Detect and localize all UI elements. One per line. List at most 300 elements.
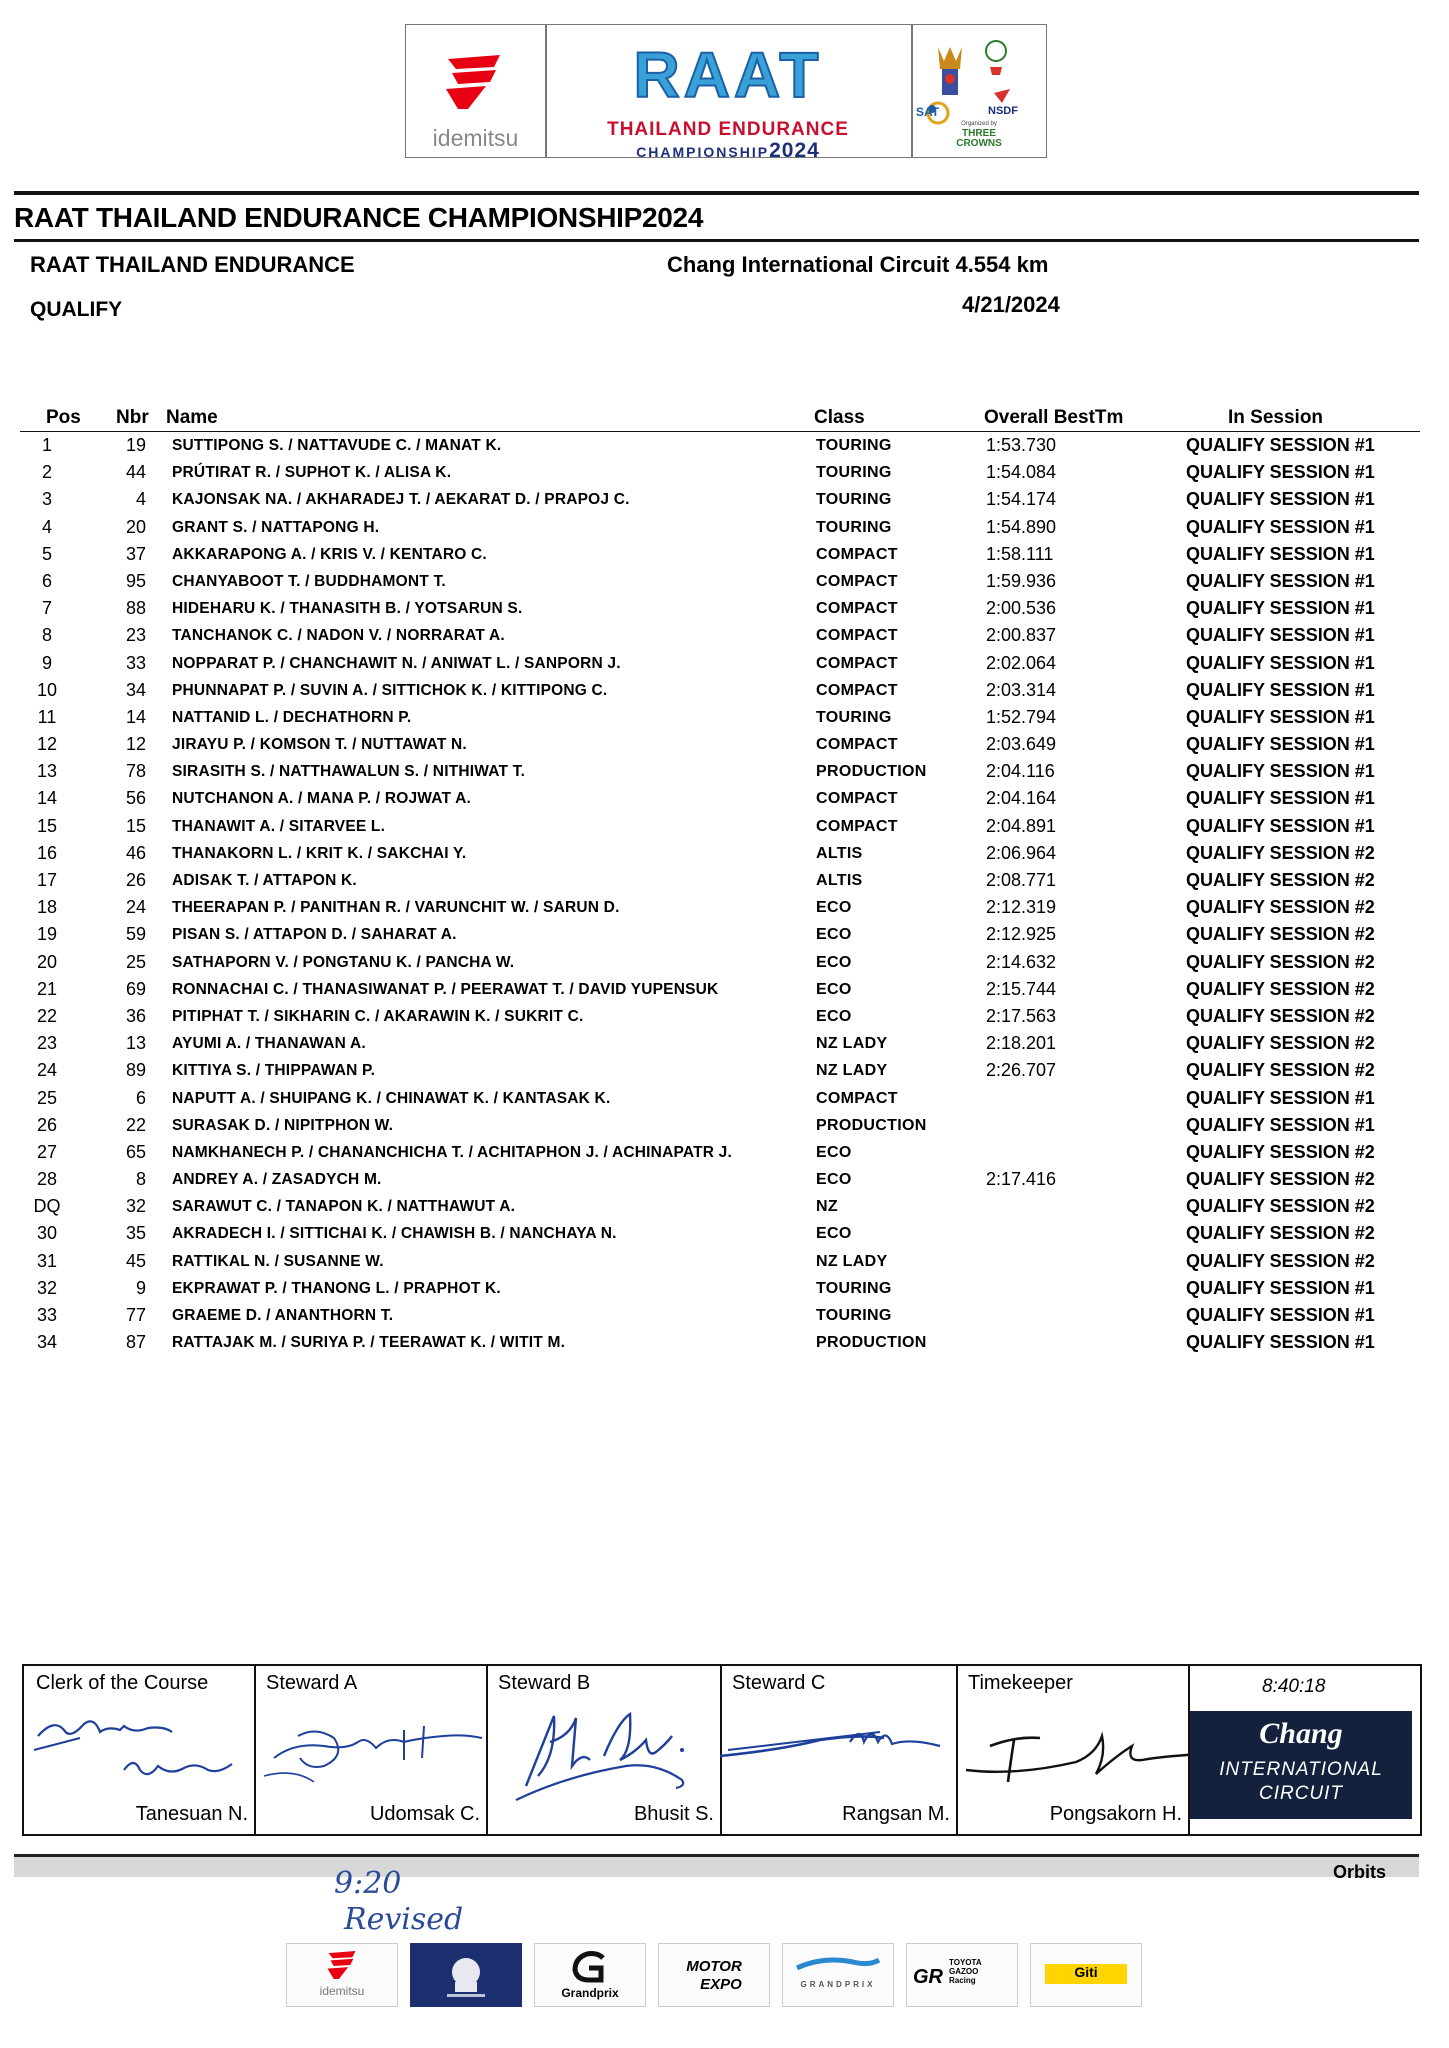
table-row	[0, 758, 1449, 785]
handwritten-note	[334, 1866, 463, 1938]
cell-name: HIDEHARU K. / THANASITH B. / YOTSARUN S.	[172, 600, 523, 618]
chang-circuit-logo	[1190, 1711, 1412, 1819]
signoff-role: Steward A	[266, 1672, 358, 1694]
table-row	[0, 1329, 1449, 1356]
table-row	[0, 949, 1449, 976]
circuit-name: Chang International Circuit 4.554 km	[667, 252, 1049, 277]
cell-pos: 7	[41, 598, 52, 619]
cell-class: COMPACT	[816, 627, 898, 645]
cell-class: NZ	[816, 1198, 838, 1216]
cell-class: ECO	[816, 1007, 852, 1025]
cell-pos: 5	[41, 543, 52, 564]
cell-class: PRODUCTION	[816, 763, 927, 781]
sponsor-label: MOTOR	[686, 1958, 742, 1975]
cell-pos: 11	[37, 706, 57, 727]
cell-nbr: 26	[125, 870, 146, 890]
chang-logo-line1: Chang	[1259, 1717, 1343, 1750]
cell-nbr: 13	[125, 1033, 146, 1054]
raat-logo-year: 2024	[769, 139, 820, 162]
cell-name: THANAWIT A. / SITARVEE L.	[172, 817, 386, 835]
cell-nbr: 89	[125, 1060, 146, 1081]
cell-name: GRAEME D. / ANANTHORN T.	[172, 1307, 394, 1324]
cell-class: TOURING	[816, 464, 892, 482]
cell-name: SIRASITH S. / NATTHAWALUN S. / NITHIWAT T.	[172, 763, 526, 781]
cell-pos: 10	[36, 679, 58, 700]
table-row	[0, 486, 1449, 513]
table-row	[0, 1085, 1449, 1112]
cell-nbr: 56	[125, 788, 146, 809]
cell-session: QUALIFY SESSION #1	[1186, 788, 1375, 809]
cell-class: ECO	[816, 1171, 852, 1189]
cell-time: 1:54.084	[986, 462, 1057, 483]
signature-steward-c	[720, 1696, 956, 1806]
sponsor-grandprix	[534, 1943, 646, 2007]
signoff-name: Tanesuan N.	[135, 1803, 248, 1825]
three-crowns-logo	[948, 129, 1010, 149]
col-header-pos: Pos	[46, 407, 81, 428]
signature-clerk	[24, 1696, 254, 1806]
handwritten-note-time: 9:20	[334, 1866, 402, 1901]
cell-name: EKPRAWAT P. / THANONG L. / PRAPHOT K.	[172, 1279, 501, 1297]
cell-time: 1:52.794	[986, 706, 1057, 727]
cell-nbr: 33	[125, 652, 146, 673]
cell-pos: 23	[36, 1033, 58, 1054]
cell-pos: 19	[36, 924, 58, 945]
cell-class: COMPACT	[816, 817, 898, 835]
raat-logo-championship-word: CHAMPIONSHIP	[636, 144, 770, 160]
session-type: QUALIFY	[30, 298, 123, 321]
cell-class: COMPACT	[816, 600, 898, 618]
table-row	[0, 432, 1449, 459]
cell-nbr: 14	[125, 706, 146, 727]
table-row	[0, 1057, 1449, 1084]
table-row	[0, 813, 1449, 840]
cell-session: QUALIFY SESSION #2	[1186, 1033, 1375, 1054]
cell-name: SUTTIPONG S. / NATTAVUDE C. / MANAT K.	[172, 437, 502, 454]
cell-pos: 2	[41, 462, 52, 483]
table-row	[0, 1003, 1449, 1030]
col-header-best-time: Overall BestTm	[984, 407, 1124, 428]
cell-class: PRODUCTION	[816, 1334, 927, 1352]
cell-class: ECO	[816, 1143, 852, 1161]
cell-nbr: 8	[135, 1169, 146, 1190]
cell-nbr: 95	[125, 570, 146, 591]
cell-class: ALTIS	[816, 872, 863, 889]
cell-class: NZ LADY	[816, 1062, 888, 1080]
cell-class: TOURING	[816, 491, 892, 509]
signoff-name: Rangsan M.	[842, 1803, 950, 1825]
cell-nbr: 36	[125, 1005, 146, 1026]
cell-time: 2:03.649	[986, 734, 1057, 755]
cell-nbr: 12	[125, 734, 146, 755]
cell-time: 1:58.111	[986, 543, 1054, 564]
cell-time: 1:54.174	[986, 489, 1057, 510]
cell-session: QUALIFY SESSION #2	[1186, 978, 1375, 999]
cell-nbr: 23	[125, 625, 146, 646]
sponsor-motor-expo	[658, 1943, 770, 2007]
sponsor-idemitsu	[286, 1943, 398, 2007]
cell-session: QUALIFY SESSION #2	[1186, 1005, 1375, 1026]
cell-nbr: 87	[125, 1332, 146, 1353]
cell-nbr: 19	[125, 435, 146, 455]
cell-nbr: 46	[125, 842, 146, 863]
signoff-cell-steward-a	[254, 1666, 488, 1834]
cell-name: KAJONSAK NA. / AKHARADEJ T. / AEKARAT D. / PRAPOJ C.	[172, 491, 630, 509]
cell-time: 1:59.936	[986, 570, 1057, 591]
cell-class: TOURING	[816, 437, 892, 454]
results-table-body	[0, 432, 1449, 1356]
title-rule	[14, 191, 1419, 195]
sponsor-label-group	[949, 1958, 982, 1985]
title-rule	[14, 239, 1419, 242]
cell-nbr: 20	[125, 516, 146, 537]
cell-session: QUALIFY SESSION #1	[1186, 462, 1375, 483]
cell-name: PHUNNAPAT P. / SUVIN A. / SITTICHOK K. / KITTIPONG C.	[172, 681, 608, 699]
cell-session: QUALIFY SESSION #1	[1186, 1087, 1375, 1108]
cell-session: QUALIFY SESSION #1	[1186, 516, 1375, 537]
elephant-emblem-icon	[441, 1950, 491, 2000]
cell-session: QUALIFY SESSION #1	[1186, 625, 1375, 646]
table-row	[0, 921, 1449, 948]
col-header-session: In Session	[1228, 407, 1324, 428]
signature-steward-b	[486, 1696, 720, 1816]
signoff-cell-steward-c	[720, 1666, 958, 1834]
cell-time: 2:12.319	[986, 897, 1057, 918]
cell-nbr: 78	[125, 761, 146, 782]
table-row	[0, 894, 1449, 921]
table-row	[0, 1166, 1449, 1193]
table-row	[0, 622, 1449, 649]
cell-name: SARAWUT C. / TANAPON K. / NATTHAWUT A.	[172, 1198, 516, 1216]
cell-class: COMPACT	[816, 545, 898, 563]
cell-session: QUALIFY SESSION #2	[1186, 1196, 1375, 1217]
table-row	[0, 1112, 1449, 1139]
partner-logos	[912, 25, 1046, 157]
sponsor-label: Racing	[949, 1976, 976, 1985]
cell-pos: 13	[36, 761, 58, 782]
signoff-name: Udomsak C.	[369, 1803, 480, 1825]
cell-session: QUALIFY SESSION #1	[1186, 761, 1375, 782]
cell-name: TANCHANOK C. / NADON V. / NORRARAT A.	[172, 627, 505, 645]
table-row	[0, 459, 1449, 486]
signoff-name: Pongsakorn H.	[1049, 1803, 1182, 1825]
cell-class: TOURING	[816, 518, 892, 536]
cell-class: ECO	[816, 1225, 852, 1243]
cell-nbr: 15	[125, 815, 146, 836]
cell-session: QUALIFY SESSION #2	[1186, 870, 1375, 890]
cell-pos: 24	[36, 1060, 58, 1081]
cell-class: ECO	[816, 899, 852, 917]
signoff-role: Timekeeper	[968, 1672, 1073, 1694]
sponsor-label: idemitsu	[319, 1984, 365, 1998]
handwritten-note-text: Revised	[344, 1902, 464, 1937]
cell-class: NZ LADY	[816, 1252, 888, 1270]
table-row	[0, 1248, 1449, 1275]
col-header-class: Class	[814, 407, 865, 428]
signoff-time: 8:40:18	[1262, 1676, 1326, 1697]
cell-time: 1:54.890	[986, 516, 1057, 537]
cell-class: ECO	[816, 980, 852, 998]
table-row	[0, 677, 1449, 704]
cell-name: THEERAPAN P. / PANITHAN R. / VARUNCHIT W. / SARUN D.	[172, 899, 620, 917]
cell-session: QUALIFY SESSION #1	[1186, 706, 1375, 727]
cell-nbr: 77	[125, 1305, 146, 1325]
raat-logo-subtitle: THAILAND ENDURANCE	[607, 119, 849, 140]
cell-session: QUALIFY SESSION #1	[1186, 734, 1375, 755]
cell-pos: 32	[36, 1277, 58, 1298]
cell-time: 2:26.707	[986, 1060, 1057, 1081]
cell-nbr: 6	[135, 1087, 146, 1108]
cell-nbr: 45	[125, 1250, 146, 1271]
table-row	[0, 1275, 1449, 1302]
cell-session: QUALIFY SESSION #1	[1186, 815, 1375, 836]
cell-pos: 21	[36, 978, 58, 999]
sponsor-label: TOYOTA	[949, 1958, 982, 1967]
cell-pos: 17	[36, 870, 58, 890]
signoff-role: Steward C	[732, 1672, 826, 1694]
signoff-cell-clerk	[24, 1666, 256, 1834]
cell-pos: DQ	[33, 1196, 61, 1217]
cell-class: TOURING	[816, 708, 892, 726]
cell-pos: 14	[36, 788, 58, 809]
cell-class: COMPACT	[816, 736, 898, 754]
cell-pos: 20	[36, 951, 58, 972]
partner-nsdf: NSDF	[988, 105, 1018, 117]
signoff-role: Clerk of the Course	[36, 1672, 209, 1694]
cell-name: SURASAK D. / NIPITPHON W.	[172, 1116, 394, 1134]
partner-organized-by: Organized by	[961, 121, 997, 127]
cell-pos: 33	[36, 1305, 58, 1325]
signoff-cell-steward-b	[486, 1666, 722, 1834]
cell-time: 2:17.563	[986, 1005, 1057, 1026]
cell-nbr: 34	[125, 679, 146, 700]
cell-session: QUALIFY SESSION #1	[1186, 543, 1375, 564]
table-row	[0, 785, 1449, 812]
cell-pos: 15	[36, 815, 58, 836]
cell-pos: 3	[41, 489, 52, 510]
cell-session: QUALIFY SESSION #2	[1186, 897, 1375, 918]
cell-name: NAMKHANECH P. / CHANANCHICHA T. / ACHITAPHON J. / ACHINAPATR J.	[172, 1143, 732, 1161]
cell-time: 2:14.632	[986, 951, 1057, 972]
cell-pos: 6	[41, 570, 52, 591]
cell-nbr: 4	[135, 489, 146, 510]
sponsor-toyota-gazoo	[906, 1943, 1018, 2007]
cell-name: THANAKORN L. / KRIT K. / SAKCHAI Y.	[172, 844, 467, 862]
three-crowns-line2: CROWNS	[956, 138, 1002, 149]
table-row	[0, 541, 1449, 568]
cell-time: 2:17.416	[986, 1169, 1057, 1190]
partner-sat: SAT	[916, 105, 940, 119]
footer-band	[14, 1857, 1419, 1877]
sponsor-label: GAZOO	[949, 1967, 979, 1976]
cell-session: QUALIFY SESSION #1	[1186, 1114, 1375, 1135]
cell-time: 1:53.730	[986, 435, 1057, 455]
table-row	[0, 840, 1449, 867]
raat-logo-championship	[545, 139, 911, 163]
cell-pos: 9	[41, 652, 52, 673]
cell-class: COMPACT	[816, 654, 898, 672]
signoff-name: Bhusit S.	[633, 1803, 714, 1825]
event-subtitle: RAAT THAILAND ENDURANCE	[30, 252, 355, 277]
cell-class: COMPACT	[816, 681, 898, 699]
cell-time: 2:04.164	[986, 788, 1057, 809]
cell-name: GRANT S. / NATTAPONG H.	[172, 518, 380, 536]
cell-nbr: 32	[125, 1196, 146, 1217]
cell-nbr: 22	[125, 1114, 146, 1135]
cell-class: ECO	[816, 953, 852, 971]
cell-pos: 25	[36, 1087, 58, 1108]
cell-time: 2:00.536	[986, 598, 1057, 619]
cell-pos: 4	[41, 516, 52, 537]
cell-session: QUALIFY SESSION #1	[1186, 598, 1375, 619]
table-row	[0, 568, 1449, 595]
cell-time: 2:04.116	[986, 761, 1055, 782]
cell-nbr: 37	[125, 543, 146, 564]
cell-session: QUALIFY SESSION #1	[1186, 1332, 1375, 1353]
cell-time: 2:00.837	[986, 625, 1057, 646]
cell-name: AKKARAPONG A. / KRIS V. / KENTARO C.	[172, 545, 487, 563]
cell-time: 2:18.201	[986, 1033, 1057, 1054]
cell-session: QUALIFY SESSION #2	[1186, 924, 1375, 945]
cell-name: SATHAPORN V. / PONGTANU K. / PANCHA W.	[172, 953, 515, 971]
event-date: 4/21/2024	[962, 292, 1060, 317]
cell-session: QUALIFY SESSION #1	[1186, 1277, 1375, 1298]
cell-name: NATTANID L. / DECHATHORN P.	[172, 708, 412, 726]
cell-name: AKRADECH I. / SITTICHAI K. / CHAWISH B. / NANCHAYA N.	[172, 1225, 617, 1243]
sponsor-giti	[1030, 1943, 1142, 2007]
results-table-header	[20, 407, 1420, 432]
cell-pos: 1	[41, 435, 52, 455]
table-row	[0, 976, 1449, 1003]
cell-nbr: 88	[125, 598, 146, 619]
cell-class: COMPACT	[816, 572, 898, 590]
cell-session: QUALIFY SESSION #2	[1186, 1141, 1375, 1162]
cell-time: 2:03.314	[986, 679, 1057, 700]
chang-logo-line3: CIRCUIT	[1258, 1783, 1344, 1804]
cell-class: TOURING	[816, 1307, 892, 1324]
col-header-nbr: Nbr	[116, 407, 149, 428]
cell-nbr: 24	[125, 897, 146, 918]
cell-name: PRÚTIRAT R. / SUPHOT K. / ALISA K.	[172, 464, 452, 482]
header-logo-box	[405, 24, 1047, 162]
cell-name: KITTIYA S. / THIPPAWAN P.	[172, 1062, 376, 1080]
cell-pos: 28	[36, 1169, 58, 1190]
cell-name: JIRAYU P. / KOMSON T. / NUTTAWAT N.	[172, 736, 467, 754]
cell-nbr: 69	[125, 978, 146, 999]
cell-name: ADISAK T. / ATTAPON K.	[172, 872, 357, 889]
cell-time: 2:04.891	[986, 815, 1057, 836]
table-row	[0, 1220, 1449, 1247]
idemitsu-logo-icon	[442, 53, 506, 111]
cell-class: PRODUCTION	[816, 1116, 927, 1134]
sponsor-gr-mark: GR	[913, 1966, 943, 1988]
idemitsu-wordmark: idemitsu	[432, 125, 519, 151]
sponsor-thai-emblem	[410, 1943, 522, 2007]
sponsor-bangsaen-grandprix	[782, 1943, 894, 2007]
cell-pos: 31	[36, 1250, 58, 1271]
sponsor-label: GRANDPRIX	[800, 1980, 876, 1989]
cell-nbr: 59	[125, 924, 146, 945]
cell-class: ALTIS	[816, 844, 863, 862]
table-row	[0, 1139, 1449, 1166]
table-row	[0, 595, 1449, 622]
signoff-role: Steward B	[498, 1672, 591, 1694]
page-title: RAAT THAILAND ENDURANCE CHAMPIONSHIP2024	[14, 202, 704, 233]
cell-session: QUALIFY SESSION #1	[1186, 570, 1375, 591]
cell-pos: 18	[36, 897, 58, 918]
cell-session: QUALIFY SESSION #1	[1186, 652, 1375, 673]
sponsor-label: EXPO	[700, 1976, 742, 1993]
cell-nbr: 65	[125, 1141, 146, 1162]
cell-time: 2:12.925	[986, 924, 1057, 945]
cell-pos: 27	[36, 1141, 58, 1162]
cell-nbr: 25	[125, 951, 146, 972]
cell-session: QUALIFY SESSION #2	[1186, 1169, 1375, 1190]
table-row	[0, 1030, 1449, 1057]
cell-nbr: 44	[125, 462, 146, 483]
cell-class: COMPACT	[816, 1089, 898, 1107]
table-row	[0, 1302, 1449, 1329]
raat-logo-text: RAAT	[633, 39, 823, 111]
cell-session: QUALIFY SESSION #2	[1186, 951, 1375, 972]
cell-nbr: 9	[135, 1277, 146, 1298]
table-row	[0, 1193, 1449, 1220]
table-row	[0, 867, 1449, 894]
chang-logo-line2: INTERNATIONAL	[1219, 1759, 1383, 1780]
cell-name: NOPPARAT P. / CHANCHAWIT N. / ANIWAT L. / SANPORN J.	[172, 654, 621, 672]
cell-class: TOURING	[816, 1279, 892, 1297]
cell-name: ANDREY A. / ZASADYCH M.	[172, 1171, 382, 1189]
cell-name: RATTAJAK M. / SURIYA P. / TEERAWAT K. / WITIT M.	[172, 1334, 566, 1352]
cell-session: QUALIFY SESSION #1	[1186, 1305, 1375, 1325]
sponsor-label: Grandprix	[561, 1986, 619, 2000]
grandprix-logo-icon	[569, 1950, 611, 1984]
sponsor-label: Giti	[1074, 1964, 1098, 1980]
cell-name: CHANYABOOT T. / BUDDHAMONT T.	[172, 572, 446, 590]
signature-steward-a	[254, 1696, 486, 1806]
signoff-cell-timekeeper	[956, 1666, 1190, 1834]
cell-session: QUALIFY SESSION #1	[1186, 435, 1375, 455]
idemitsu-logo-icon	[323, 1950, 361, 1980]
cell-pos: 22	[36, 1005, 58, 1026]
cell-session: QUALIFY SESSION #1	[1186, 679, 1375, 700]
table-row	[0, 704, 1449, 731]
three-crowns-line1: THREE	[962, 128, 996, 139]
cell-name: NAPUTT A. / SHUIPANG K. / CHINAWAT K. / KANTASAK K.	[172, 1089, 611, 1107]
cell-class: ECO	[816, 926, 852, 944]
cell-name: PISAN S. / ATTAPON D. / SAHARAT A.	[172, 926, 457, 944]
cell-session: QUALIFY SESSION #2	[1186, 842, 1375, 863]
orbits-label: Orbits	[1333, 1862, 1387, 1882]
cell-pos: 12	[36, 734, 58, 755]
table-row	[0, 514, 1449, 541]
cell-name: AYUMI A. / THANAWAN A.	[172, 1035, 366, 1053]
cell-name: PITIPHAT T. / SIKHARIN C. / AKARAWIN K. / SUKRIT C.	[172, 1007, 584, 1025]
cell-time: 2:06.964	[986, 842, 1057, 863]
cell-class: NZ LADY	[816, 1035, 888, 1053]
cell-time: 2:08.771	[986, 870, 1057, 890]
table-row	[0, 650, 1449, 677]
col-header-name: Name	[166, 407, 218, 428]
cell-class: COMPACT	[816, 790, 898, 808]
cell-pos: 30	[36, 1223, 58, 1244]
cell-name: RONNACHAI C. / THANASIWANAT P. / PEERAWAT T. / DAVID YUPENSUK	[172, 980, 719, 998]
bangsaen-logo-icon	[793, 1954, 883, 1974]
cell-session: QUALIFY SESSION #2	[1186, 1250, 1375, 1271]
cell-time: 2:02.064	[986, 652, 1057, 673]
cell-pos: 8	[41, 625, 52, 646]
table-row	[0, 731, 1449, 758]
